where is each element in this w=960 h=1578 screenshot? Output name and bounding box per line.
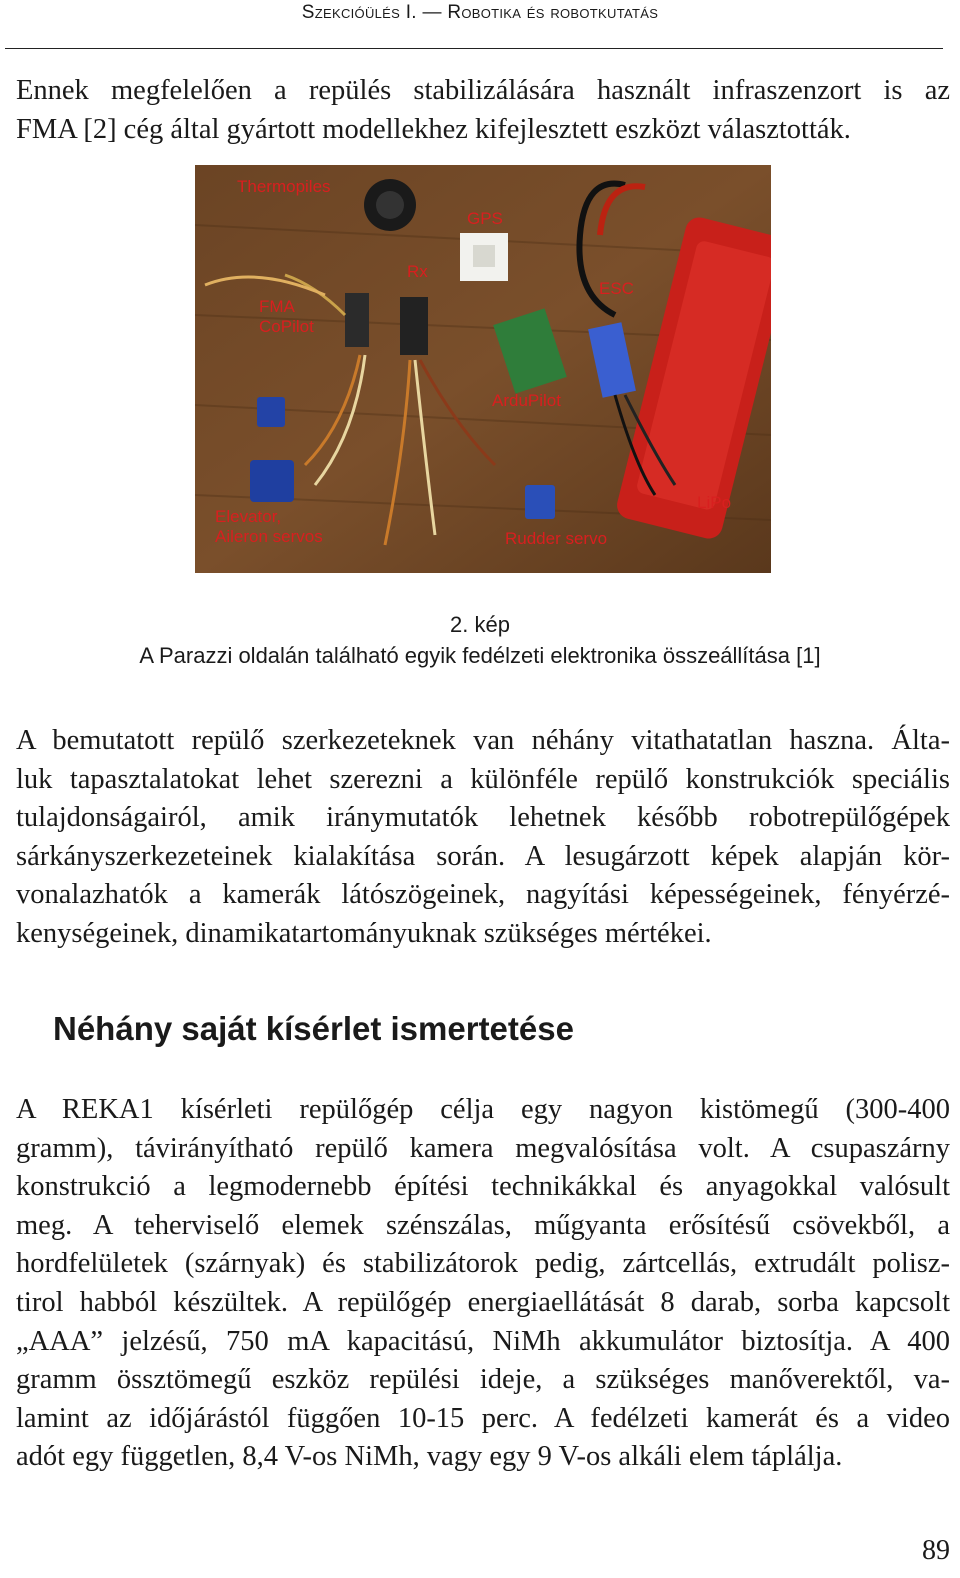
electronics-photo <box>195 165 771 573</box>
label-ardupilot: ArduPilot <box>492 391 561 410</box>
section-paragraph <box>16 1091 950 1477</box>
page-number: 89 <box>922 1535 950 1566</box>
header-rule <box>5 48 943 49</box>
text-line: kenységeinek, dinamikatartományuknak szükséges mértékei. <box>16 917 712 949</box>
label-elevator-aileron-servos: Elevator, Aileron servos <box>215 507 323 546</box>
text-line: tulajdonságairól, amik iránymutatók lehetnek később robotrepülőgépek <box>16 802 950 834</box>
text-line: Ennek megfelelően a repülés stabilizálására használt infraszenzort is az <box>16 75 950 106</box>
label-fma-copilot: FMA CoPilot <box>259 297 314 336</box>
text-line: FMA [2] cég által gyártott modellekhez kifejlesztett eszközt választották. <box>16 113 851 145</box>
label-rx: Rx <box>407 262 428 281</box>
text-line: luk tapasztalatokat lehet szerezni a különféle repülő konstrukciók speciális <box>16 763 950 795</box>
body-paragraph <box>16 722 950 954</box>
text-line: „AAA” jelzésű, 750 mA kapacitású, NiMh akkumulátor biztosítja. A 400 <box>16 1325 950 1357</box>
text-line: gramm), távirányítható repülő kamera megvalósítása volt. A csupaszárny <box>16 1132 950 1164</box>
text-line: tirol habból készültek. A repülőgép energiaellátását 8 darab, sorba kapcsolt <box>16 1286 950 1318</box>
text-line: konstrukció a legmodernebb építési technikákkal és anyagokkal valósult <box>16 1171 950 1203</box>
label-lipo: LiPo <box>697 493 732 512</box>
text-line: meg. A teherviselő elemek szénszálas, műgyanta erősítésű csövekből, a <box>16 1209 950 1241</box>
text-line: A bemutatott repülő szerkezeteknek van néhány vitathatatlan haszna. Álta- <box>16 725 950 756</box>
label-esc: ESC <box>599 279 634 298</box>
text-line: adót egy független, 8,4 V-os NiMh, vagy egy 9 V-os alkáli elem táplálja. <box>16 1441 843 1473</box>
text-line: vonalazhatók a kamerák látószögeinek, nagyítási képességeinek, fényérzé- <box>16 879 950 911</box>
figure-number: 2. kép <box>450 612 510 637</box>
label-rudder-servo: Rudder servo <box>505 529 608 548</box>
text-line: sárkányszerkezeteinek kialakítása során. A lesugárzott képek alapján kör- <box>16 840 950 872</box>
intro-paragraph <box>16 72 950 149</box>
label-thermopiles: Thermopiles <box>237 177 331 196</box>
section-heading: Néhány saját kísérlet ismertetése <box>53 1010 574 1047</box>
label-gps: GPS <box>467 209 503 228</box>
figure-caption: A Parazzi oldalán található egyik fedélzeti elektronika összeállítása [1] <box>139 643 821 668</box>
text-line: lamint az időjárástól függően 10-15 perc. A fedélzeti kamerát és a video <box>16 1402 950 1434</box>
text-line: hordfelületek (szárnyak) és stabilizátorok pedig, zártcellás, extrudált polisz- <box>16 1248 950 1280</box>
text-line: A REKA1 kísérleti repülőgép célja egy nagyon kistömegű (300-400 <box>16 1094 950 1125</box>
text-line: gramm össztömegű eszköz repülési ideje, a szükséges manőverektől, va- <box>16 1364 950 1396</box>
running-header: Szekcióülés I. — Robotika és robotkutatás <box>301 2 659 23</box>
